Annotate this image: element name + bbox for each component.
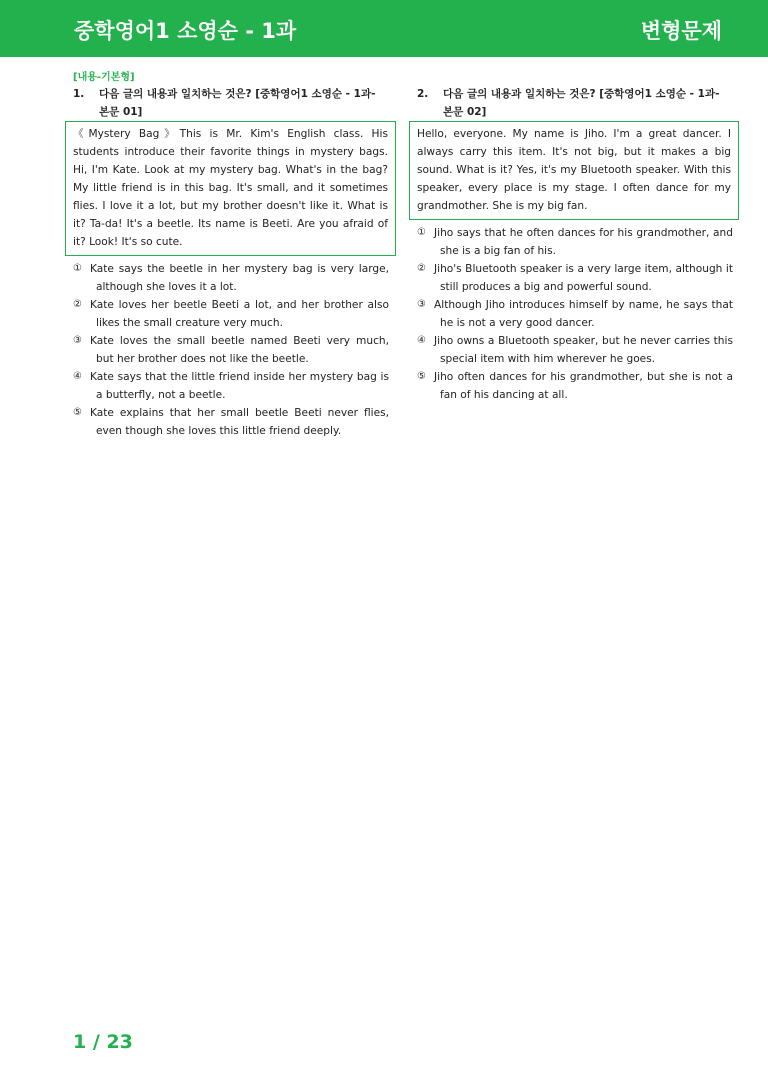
option-text: Kate says that the little friend inside her mystery bag is a butterfly, not a beetle.	[90, 371, 389, 401]
answer-option[interactable]	[417, 332, 733, 368]
section-label: [내용-기본형]	[73, 72, 135, 83]
option-marker: ①	[73, 263, 82, 274]
option-text: Jiho's Bluetooth speaker is a very large item, although it still produces a big and powerful sound.	[434, 263, 733, 293]
option-text: Kate loves her beetle Beeti a lot, and her brother also likes the small creature very much.	[90, 299, 389, 329]
question-2	[409, 85, 733, 404]
option-marker: ①	[417, 227, 426, 238]
answer-option[interactable]	[73, 404, 389, 440]
answer-option[interactable]	[417, 368, 733, 404]
option-marker: ④	[73, 371, 82, 382]
answer-option[interactable]	[417, 296, 733, 332]
answer-option[interactable]	[73, 260, 389, 296]
option-marker: ④	[417, 335, 426, 346]
answer-options	[65, 260, 389, 440]
option-text: Jiho says that he often dances for his grandmother, and she is a big fan of his.	[434, 227, 733, 257]
question-prompt: 다음 글의 내용과 일치하는 것은? [중학영어1 소영순 - 1과-본문 02]	[443, 88, 720, 118]
question-header	[409, 85, 733, 121]
header-bar	[0, 0, 768, 57]
question-number: 1.	[73, 88, 85, 100]
answer-option[interactable]	[417, 224, 733, 260]
answer-option[interactable]	[73, 332, 389, 368]
question-header	[65, 85, 389, 121]
question-number: 2.	[417, 88, 429, 100]
answer-options	[409, 224, 733, 404]
answer-option[interactable]	[417, 260, 733, 296]
option-text: Jiho often dances for his grandmother, but she is not a fan of his dancing at all.	[434, 371, 733, 401]
answer-option[interactable]	[73, 368, 389, 404]
option-text: Jiho owns a Bluetooth speaker, but he never carries this special item with him wherever he goes.	[434, 335, 733, 365]
option-marker: ②	[417, 263, 426, 274]
document-title: 중학영어1 소영순 - 1과	[74, 19, 297, 43]
option-text: Kate loves the small beetle named Beeti very much, but her brother does not like the beetle.	[90, 335, 389, 365]
passage-box: Hello, everyone. My name is Jiho. I'm a great dancer. I always carry this item. It's not big, but it makes a big sound. What is it? Yes, it's my Bluetooth speaker. With this speaker, every place is my stage. I often dance for my grandmother. She is my big fan.	[409, 121, 739, 220]
passage-box: 《Mystery Bag》This is Mr. Kim's English class. His students introduce their favorite things in mystery bags. Hi, I'm Kate. Look at my mystery bag. What's in the bag? My little friend is in this bag. It's small, and it sometimes flies. I love it a lot, but my brother doesn't like it. What is it? Ta-da! It's a beetle. Its name is Beeti. Are you afraid of it? Look! It's so cute.	[65, 121, 396, 256]
option-marker: ②	[73, 299, 82, 310]
option-marker: ③	[417, 299, 426, 310]
question-prompt: 다음 글의 내용과 일치하는 것은? [중학영어1 소영순 - 1과-본문 01]	[99, 88, 376, 118]
answer-option[interactable]	[73, 296, 389, 332]
option-text: Kate says the beetle in her mystery bag is very large, although she loves it a lot.	[90, 263, 389, 293]
option-marker: ⑤	[73, 407, 82, 418]
page-number: 1 / 23	[73, 1031, 133, 1053]
option-text: Kate explains that her small beetle Beeti never flies, even though she loves this little friend deeply.	[90, 407, 389, 437]
option-marker: ⑤	[417, 371, 426, 382]
document-type-label: 변형문제	[640, 19, 722, 43]
question-1	[65, 85, 389, 440]
option-text: Although Jiho introduces himself by name, he says that he is not a very good dancer.	[434, 299, 733, 329]
option-marker: ③	[73, 335, 82, 346]
